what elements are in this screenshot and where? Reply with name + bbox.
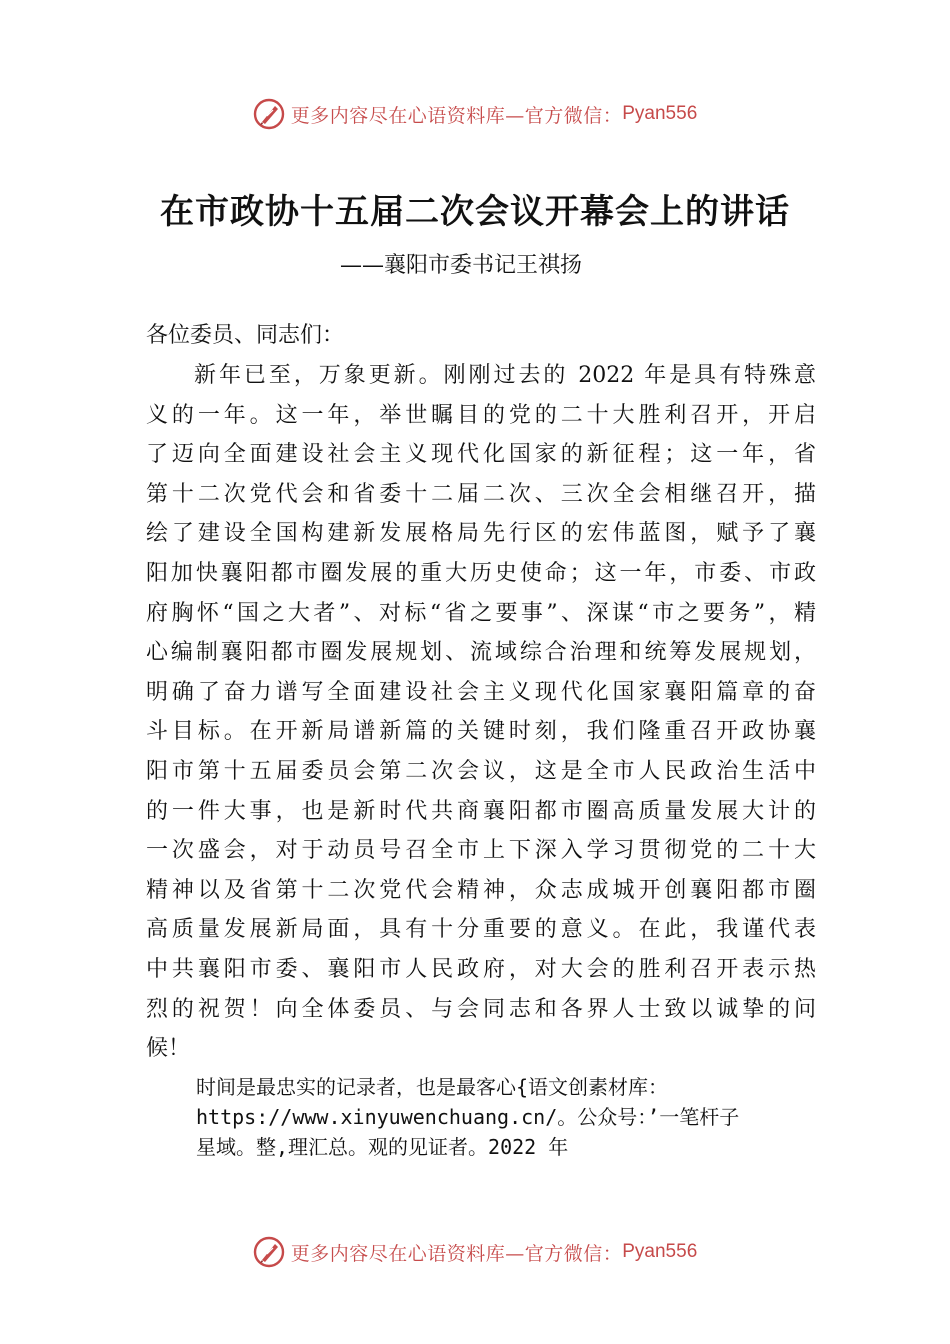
paragraph-line: 明确了奋力谱写全面建设社会主义现代化国家襄阳篇章的奋 bbox=[146, 679, 816, 705]
paragraph-line: 精神以及省第十二次党代会精神，众志成城开创襄阳都市圈 bbox=[146, 877, 816, 903]
banner-text: 更多内容尽在心语资料库—官方微信： bbox=[290, 1242, 623, 1265]
banner-wechat-id: Pyan556 bbox=[622, 103, 698, 124]
salutation: 各位委员、同志们： bbox=[146, 323, 345, 348]
paragraph-line: 阳市第十五届委员会第二次会议，这是全市人民政治生活中 bbox=[146, 758, 816, 784]
paragraph-line: 烈的祝贺！向全体委员、与会同志和各界人士致以诚挚的问 bbox=[146, 996, 816, 1022]
paragraph-line: 候！ bbox=[146, 1036, 191, 1062]
paragraph-line: 心编制襄阳都市圈发展规划、流域综合治理和统筹发展规划， bbox=[146, 640, 816, 666]
document-title: 在市政协十五届二次会议开幕会上的讲话 bbox=[160, 192, 790, 232]
paragraph-line: 阳加快襄阳都市圈发展的重大历史使命；这一年，市委、市政 bbox=[146, 560, 816, 586]
header-banner bbox=[0, 94, 950, 134]
paragraph-line: 斗目标。在开新局谱新篇的关键时刻，我们隆重召开政协襄 bbox=[146, 719, 816, 745]
paragraph-line: 一次盛会，对于动员号召全市上下深入学习贯彻党的二十大 bbox=[146, 838, 816, 864]
banner-wechat-id: Pyan556 bbox=[622, 1241, 698, 1262]
paragraph-line: 义的一年。这一年，举世瞩目的党的二十大胜利召开，开启 bbox=[146, 402, 816, 428]
note-line: https://www.xinyuwenchuang.cn/。公众号：’一笔杆子 bbox=[196, 1105, 740, 1129]
paragraph-line: 了迈向全面建设社会主义现代化国家的新征程；这一年，省 bbox=[146, 442, 816, 468]
quill-pen-logo-icon bbox=[253, 1236, 285, 1268]
inserted-note bbox=[196, 1072, 846, 1162]
paragraph-line: 府胸怀“国之大者”、对标“省之要事”、深谋“市之要务”，精 bbox=[146, 600, 816, 626]
note-line: 星域。整,理汇总。观的见证者。2022 年 bbox=[196, 1135, 569, 1159]
paragraph-line: 新年已至，万象更新。刚刚过去的 2022 年是具有特殊意 bbox=[194, 363, 816, 388]
quill-pen-logo-icon bbox=[253, 98, 285, 130]
document-subtitle: ——襄阳市委书记王祺扬 bbox=[340, 253, 583, 278]
paragraph-line: 中共襄阳市委、襄阳市人民政府，对大会的胜利召开表示热 bbox=[146, 956, 816, 982]
paragraph-line: 高质量发展新局面，具有十分重要的意义。在此，我谨代表 bbox=[146, 917, 816, 943]
banner-text: 更多内容尽在心语资料库—官方微信： bbox=[290, 104, 623, 127]
paragraph-line: 绘了建设全国构建新发展格局先行区的宏伟蓝图，赋予了襄 bbox=[146, 521, 816, 547]
footer-banner bbox=[0, 1232, 950, 1272]
paragraph-line: 第十二次党代会和省委十二届二次、三次全会相继召开，描 bbox=[146, 481, 816, 507]
paragraph-line: 的一件大事，也是新时代共商襄阳都市圈高质量发展大计的 bbox=[146, 798, 816, 824]
note-line: 时间是最忠实的记录者，也是最客心{语文创素材库： bbox=[196, 1075, 669, 1099]
body-paragraph bbox=[146, 356, 816, 1069]
